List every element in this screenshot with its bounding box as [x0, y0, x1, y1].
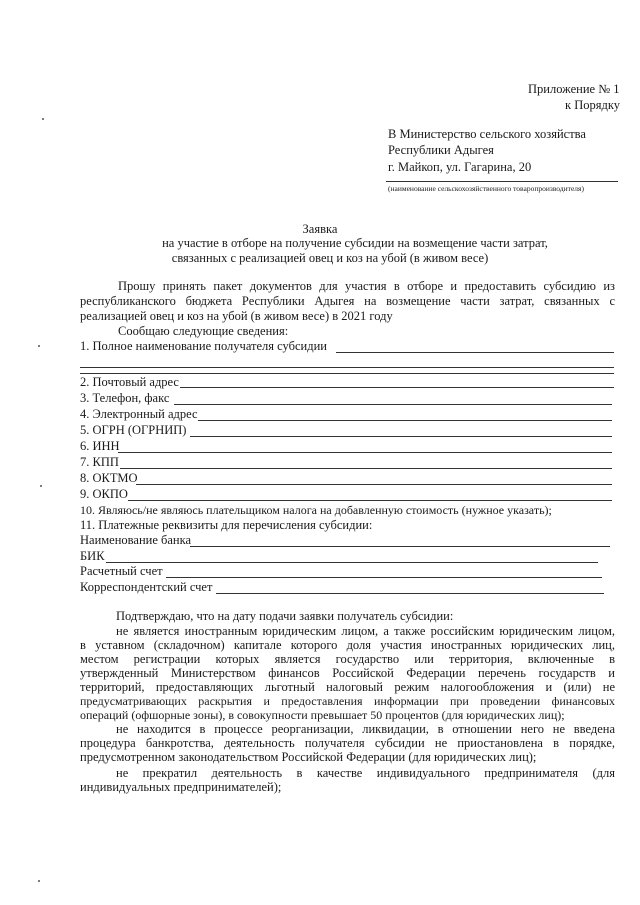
field-bank-name-line[interactable]: [190, 546, 610, 547]
field-separator-line: [80, 373, 614, 374]
field-label-payment-details: 11. Платежные реквизиты для перечисления субсидии:: [80, 518, 373, 532]
confirm-p2-line-2: процедура банкротства, деятельность получателя субсидии не приостановлена в порядке,: [80, 736, 615, 750]
scan-speck: [38, 345, 40, 347]
field-okpo-line[interactable]: [128, 500, 612, 501]
field-label-bank-name: Наименование банка: [80, 533, 192, 547]
intro-line-3: реализацией овец и коз на убой (в живом весе) в 2021 году: [80, 309, 393, 323]
field-full-name-line-2[interactable]: [80, 367, 614, 368]
field-label-kpp: 7. КПП: [80, 455, 119, 469]
field-full-name-line[interactable]: [336, 352, 614, 353]
confirm-p1-line-4: утвержденный Министерством финансов Российской Федерации перечень государств и: [80, 666, 615, 680]
confirm-p1-line-3: местом регистрации которых является государство или территория, включенные в: [80, 652, 615, 666]
field-inn-line[interactable]: [118, 452, 612, 453]
field-settlement-account-line[interactable]: [166, 577, 602, 578]
intro-line-2: республиканского бюджета Республики Адыгея на возмещение части затрат, связанных с: [80, 294, 615, 308]
field-bik-line[interactable]: [106, 562, 598, 563]
title-line-3: связанных с реализацией овец и коз на убой (в живом весе): [171, 251, 489, 265]
confirm-p3-line-2: индивидуальных предпринимателей);: [80, 780, 282, 794]
scan-speck: [42, 118, 44, 120]
applicant-name-line: [386, 181, 618, 182]
field-correspondent-account-line[interactable]: [216, 593, 604, 594]
appendix-number: Приложение № 1: [528, 82, 620, 96]
field-label-inn: 6. ИНН: [80, 439, 120, 453]
addressee-line-3: г. Майкоп, ул. Гагарина, 20: [388, 160, 532, 174]
appendix-reference: к Порядку: [565, 98, 620, 112]
scan-speck: [40, 485, 42, 487]
intro-line-4: Сообщаю следующие сведения:: [118, 324, 289, 338]
field-label-vat: 10. Являюсь/не являюсь плательщиком налога на добавленную стоимость (нужное указать);: [80, 503, 552, 517]
confirm-p1-line-5: территорий, предоставляющих льготный налоговый режим налогообложения и (или) не: [80, 680, 615, 694]
field-label-oktmo: 8. ОКТМО: [80, 471, 138, 485]
field-label-correspondent-account: Корреспондентский счет: [80, 580, 213, 594]
confirm-p2-line-3: предусмотренном законодательством Российской Федерации (для юридических лиц);: [80, 750, 537, 764]
addressee-line-2: Республики Адыгея: [388, 143, 494, 157]
field-label-postal-address: 2. Почтовый адрес: [80, 375, 179, 389]
addressee-line-1: В Министерство сельского хозяйства: [388, 127, 586, 141]
field-label-full-name: 1. Полное наименование получателя субсидии: [80, 339, 327, 353]
intro-line-1: Прошу принять пакет документов для участия в отборе и предоставить субсидию из: [118, 279, 615, 293]
field-label-settlement-account: Расчетный счет: [80, 564, 163, 578]
field-kpp-line[interactable]: [120, 468, 612, 469]
confirm-p1-line-6: предусматривающих раскрытия и предоставления информации при проведении финансовых: [80, 694, 615, 708]
field-ogrn-line[interactable]: [190, 436, 612, 437]
field-phone-fax-line[interactable]: [174, 404, 612, 405]
applicant-caption: (наименование сельскохозяйственного товаропроизводителя): [388, 184, 584, 193]
field-label-ogrn: 5. ОГРН (ОГРНИП): [80, 423, 187, 437]
confirm-p1-line-7: операций (офшорные зоны), в совокупности превышает 50 процентов (для юридических лиц);: [80, 708, 565, 722]
field-label-bik: БИК: [80, 549, 105, 563]
field-postal-address-line[interactable]: [180, 387, 614, 388]
confirm-p1-line-2: в уставном (складочном) капитале которого доля участия иностранных юридических лиц,: [80, 638, 615, 652]
confirm-p3-line-1: не прекратил деятельность в качестве индивидуального предпринимателя (для: [116, 766, 615, 780]
field-oktmo-line[interactable]: [136, 484, 612, 485]
title-line-2: на участие в отборе на получение субсидии на возмещение части затрат,: [162, 236, 548, 250]
confirm-p1-line-1: не является иностранным юридическим лицом, а также российским юридическим лицом,: [116, 624, 615, 638]
field-label-phone-fax: 3. Телефон, факс: [80, 391, 170, 405]
confirm-p2-line-1: не находится в процессе реорганизации, ликвидации, в отношении него не введена: [116, 722, 615, 736]
confirm-lead: Подтверждаю, что на дату подачи заявки получатель субсидии:: [116, 609, 454, 623]
field-email-line[interactable]: [198, 420, 612, 421]
scan-speck: [38, 880, 40, 882]
title-heading: Заявка: [302, 222, 338, 236]
field-label-email: 4. Электронный адрес: [80, 407, 198, 421]
field-label-okpo: 9. ОКПО: [80, 487, 128, 501]
